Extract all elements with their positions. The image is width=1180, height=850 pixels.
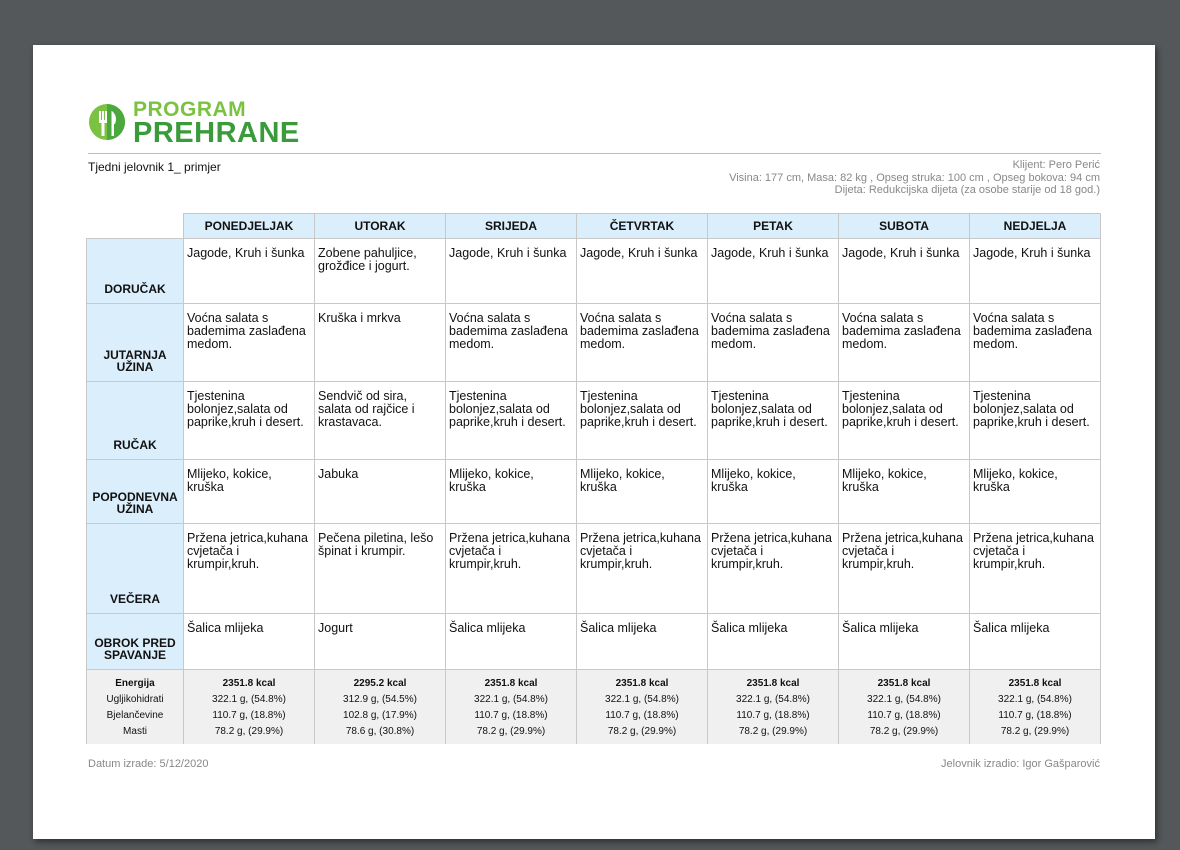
fat-label: Masti [123,726,147,737]
nutrition-cell [577,670,708,745]
fat-value: 78.2 g, (29.9%) [607,726,677,737]
meal-cell: Jagode, Kruh i šunka [708,239,839,304]
meal-cell: Zobene pahuljice, grožđice i jogurt. [315,239,446,304]
meal-cell: Šalica mlijeka [577,614,708,670]
day-header-row [87,214,1101,239]
day-header-srijeda: SRIJEDA [446,214,577,239]
document-page [33,45,1155,839]
nutrition-summary-row [87,670,1101,745]
meal-cell: Šalica mlijeka [184,614,315,670]
meal-cell: Šalica mlijeka [446,614,577,670]
fat-value: 78.2 g, (29.9%) [869,726,939,737]
meal-cell: Tjestenina bolonjez,salata od paprike,kruh i desert. [446,382,577,460]
table-corner [87,214,184,239]
meal-cell: Jabuka [315,460,446,524]
fat-value: 78.2 g, (29.9%) [1000,726,1070,737]
fat-value: 78.2 g, (29.9%) [214,726,284,737]
nutrition-cell [446,670,577,745]
meal-row-obrok-pred-spavanje [87,614,1101,670]
meal-cell: Voćna salata s bademima zaslađena medom. [577,304,708,382]
protein-value: 110.7 g, (18.8%) [867,710,941,721]
client-measurements: Visina: 177 cm, Masa: 82 kg , Opseg struka: 100 cm , Opseg bokova: 94 cm [729,171,1100,184]
meal-cell: Pržena jetrica,kuhana cvjetača i krumpir,kruh. [577,524,708,614]
energy-value: 2351.8 kcal [484,678,538,689]
protein-value: 110.7 g, (18.8%) [212,710,286,721]
meal-cell: Sendvič od sira, salata od rajčice i krastavaca. [315,382,446,460]
fork-knife-logo-icon [88,102,126,142]
carbs-value: 322.1 g, (54.8%) [736,694,810,705]
meal-label: POPODNEVNA UŽINA [87,460,184,524]
energy-value: 2351.8 kcal [746,678,800,689]
meal-cell: Mlijeko, kokice, kruška [708,460,839,524]
energy-value: 2295.2 kcal [353,678,407,689]
meal-cell: Voćna salata s bademima zaslađena medom. [970,304,1101,382]
nutrition-cell [970,670,1101,745]
meal-cell: Mlijeko, kokice, kruška [184,460,315,524]
meal-cell: Tjestenina bolonjez,salata od paprike,kruh i desert. [970,382,1101,460]
energy-value: 2351.8 kcal [615,678,669,689]
meal-cell: Voćna salata s bademima zaslađena medom. [839,304,970,382]
carbs-value: 322.1 g, (54.8%) [867,694,941,705]
meal-cell: Šalica mlijeka [708,614,839,670]
meal-cell: Pečena piletina, lešo špinat i krumpir. [315,524,446,614]
meal-cell: Mlijeko, kokice, kruška [446,460,577,524]
meal-cell: Jagode, Kruh i šunka [446,239,577,304]
meal-cell: Voćna salata s bademima zaslađena medom. [446,304,577,382]
carbs-value: 312.9 g, (54.5%) [343,694,417,705]
fat-value: 78.2 g, (29.9%) [738,726,808,737]
weekly-menu-table [86,213,1101,744]
day-header-subota: SUBOTA [839,214,970,239]
carbs-value: 322.1 g, (54.8%) [605,694,679,705]
meal-label: VEČERA [87,524,184,614]
meal-cell: Kruška i mrkva [315,304,446,382]
carbs-value: 322.1 g, (54.8%) [212,694,286,705]
energy-label: Energija [115,678,155,689]
protein-value: 110.7 g, (18.8%) [474,710,548,721]
logo-line-2: PREHRANE [133,117,300,149]
energy-value: 2351.8 kcal [1008,678,1062,689]
meal-row-popodnevna-uzina [87,460,1101,524]
brand-logo [88,98,338,149]
protein-value: 110.7 g, (18.8%) [998,710,1072,721]
meal-cell: Pržena jetrica,kuhana cvjetača i krumpir,kruh. [839,524,970,614]
meal-label: RUČAK [87,382,184,460]
creation-date: Datum izrade: 5/12/2020 [88,758,209,770]
fat-value: 78.2 g, (29.9%) [476,726,546,737]
client-name: Klijent: Pero Perić [1012,159,1100,171]
nutrition-cell [184,670,315,745]
menu-author: Jelovnik izradio: Igor Gašparović [941,758,1100,770]
day-header-ponedjeljak: PONEDJELJAK [184,214,315,239]
header-divider [88,153,1101,154]
meal-cell: Šalica mlijeka [970,614,1101,670]
energy-value: 2351.8 kcal [877,678,931,689]
day-header-cetvrtak: ČETVRTAK [577,214,708,239]
nutrition-labels [87,670,184,745]
meal-cell: Voćna salata s bademima zaslađena medom. [708,304,839,382]
protein-label: Bjelančevine [106,710,164,721]
meal-cell: Tjestenina bolonjez,salata od paprike,kruh i desert. [184,382,315,460]
meal-cell: Pržena jetrica,kuhana cvjetača i krumpir,kruh. [708,524,839,614]
carbs-label: Ugljikohidrati [106,694,164,705]
meal-cell: Tjestenina bolonjez,salata od paprike,kruh i desert. [708,382,839,460]
client-diet: Dijeta: Redukcijska dijeta (za osobe starije od 18 god.) [834,184,1100,196]
fat-value: 78.6 g, (30.8%) [345,726,415,737]
meal-label: OBROK PRED SPAVANJE [87,614,184,670]
meal-cell: Tjestenina bolonjez,salata od paprike,kruh i desert. [577,382,708,460]
logo-line-1: PROGRAM [133,98,247,121]
protein-value: 102.8 g, (17.9%) [343,710,417,721]
meal-cell: Jogurt [315,614,446,670]
nutrition-cell [708,670,839,745]
protein-value: 110.7 g, (18.8%) [736,710,810,721]
carbs-value: 322.1 g, (54.8%) [998,694,1072,705]
day-header-utorak: UTORAK [315,214,446,239]
meal-cell: Mlijeko, kokice, kruška [577,460,708,524]
meal-label: JUTARNJA UŽINA [87,304,184,382]
client-info [729,159,1100,197]
meal-cell: Tjestenina bolonjez,salata od paprike,kruh i desert. [839,382,970,460]
meal-row-vecera [87,524,1101,614]
meal-label: DORUČAK [87,239,184,304]
day-header-petak: PETAK [708,214,839,239]
energy-value: 2351.8 kcal [222,678,276,689]
meal-cell: Pržena jetrica,kuhana cvjetača i krumpir,kruh. [184,524,315,614]
meal-row-jutarnja-uzina [87,304,1101,382]
meal-cell: Mlijeko, kokice, kruška [970,460,1101,524]
meal-row-dorucak [87,239,1101,304]
meal-cell: Jagode, Kruh i šunka [970,239,1101,304]
protein-value: 110.7 g, (18.8%) [605,710,679,721]
nutrition-cell [315,670,446,745]
meal-row-rucak [87,382,1101,460]
meal-cell: Pržena jetrica,kuhana cvjetača i krumpir,kruh. [446,524,577,614]
document-title: Tjedni jelovnik 1_ primjer [88,160,221,174]
meal-cell: Jagode, Kruh i šunka [184,239,315,304]
meal-cell: Pržena jetrica,kuhana cvjetača i krumpir,kruh. [970,524,1101,614]
meal-cell: Jagode, Kruh i šunka [577,239,708,304]
meal-cell: Jagode, Kruh i šunka [839,239,970,304]
meal-cell: Šalica mlijeka [839,614,970,670]
day-header-nedjelja: NEDJELJA [970,214,1101,239]
meal-cell: Voćna salata s bademima zaslađena medom. [184,304,315,382]
meal-cell: Mlijeko, kokice, kruška [839,460,970,524]
nutrition-cell [839,670,970,745]
carbs-value: 322.1 g, (54.8%) [474,694,548,705]
